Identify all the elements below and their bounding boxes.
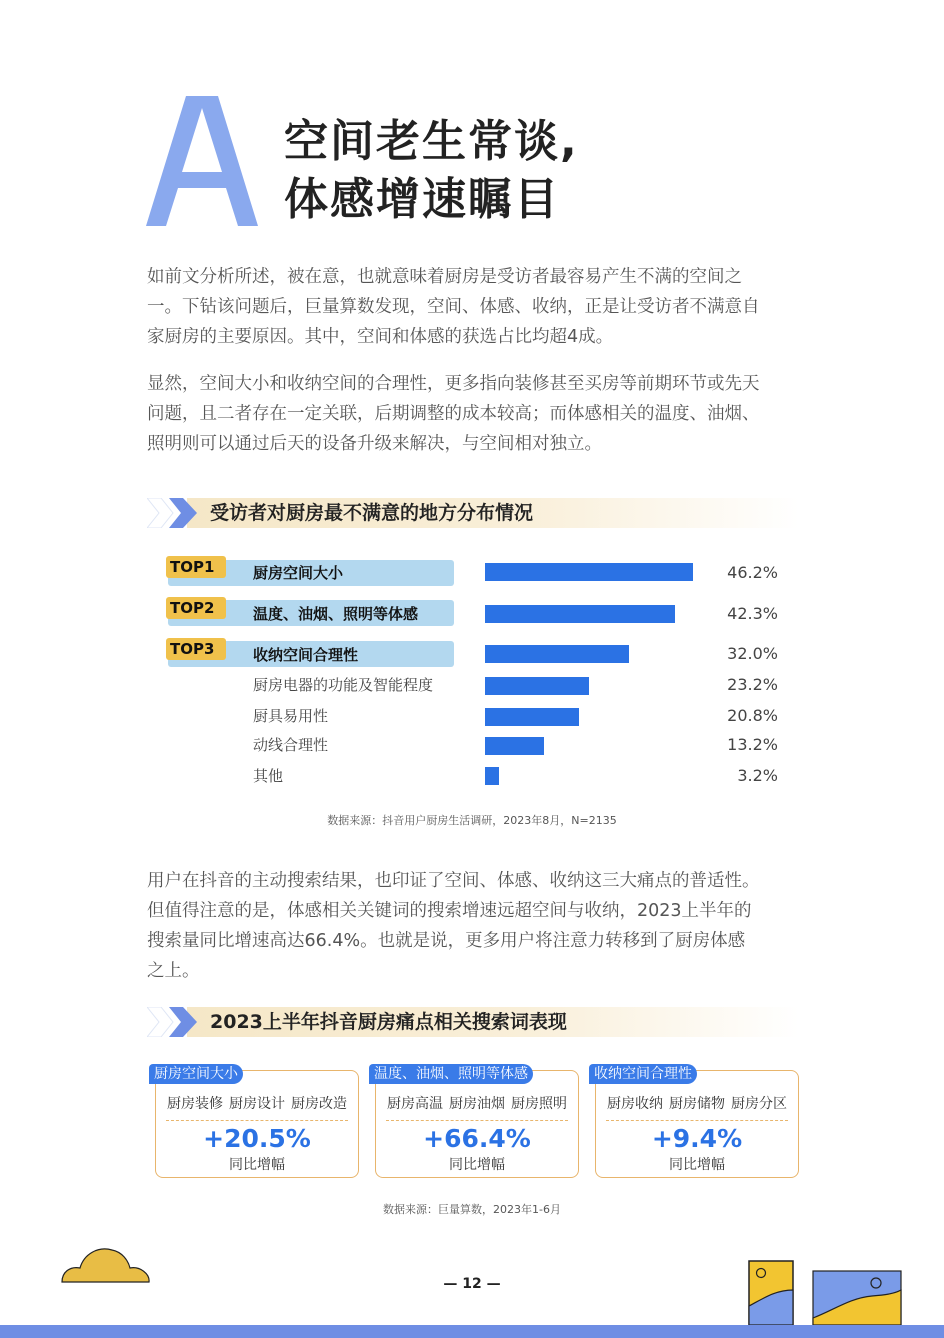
bar-mark: [485, 708, 579, 726]
dashed-divider: [386, 1120, 568, 1121]
keyword-list: [596, 1093, 798, 1113]
growth-caption: 同比增幅: [669, 1157, 725, 1173]
keyword: 厨房收纳: [607, 1096, 663, 1112]
value-label: 13.2%: [727, 735, 778, 754]
keyword-list: [156, 1093, 358, 1113]
chart-source: 数据来源：抖音用户厨房生活调研，2023年8月，N=2135: [327, 814, 617, 827]
keyword: 厨房储物: [669, 1096, 725, 1112]
growth-caption: 同比增幅: [449, 1157, 505, 1173]
chevron-arrows-icon: [147, 498, 207, 528]
category-label: 厨具易用性: [253, 707, 329, 725]
card-tag: 收纳空间合理性: [589, 1064, 697, 1084]
search-banner: [147, 1007, 799, 1037]
paragraph-line: 如前文分析所述，被在意，也就意味着厨房是受访者最容易产生不满的空间之: [147, 267, 742, 287]
title-line-2: 体感增速瞩目: [284, 174, 560, 225]
search-section-title: 2023上半年抖音厨房痛点相关搜索词表现: [210, 1011, 567, 1033]
keyword: 厨房装修: [167, 1096, 223, 1112]
category-label: 厨房电器的功能及智能程度: [253, 676, 434, 694]
growth-value: +20.5%: [203, 1124, 311, 1153]
keyword: 厨房改造: [291, 1096, 347, 1112]
bar-mark: [485, 645, 629, 663]
category-label: 收纳空间合理性: [253, 646, 359, 664]
paragraph-line: 用户在抖音的主动搜索结果，也印证了空间、体感、收纳这三大痛点的普适性。: [147, 871, 760, 891]
chevron-arrows-icon: [147, 1007, 207, 1037]
keyword: 厨房高温: [387, 1096, 443, 1112]
top1-badge: TOP1: [166, 556, 226, 578]
card-tag: 厨房空间大小: [149, 1064, 243, 1084]
section-letter-a: [146, 96, 258, 228]
category-label: 其他: [253, 767, 284, 785]
title-line-1: 空间老生常谈,: [284, 116, 579, 167]
growth-value: +66.4%: [423, 1124, 531, 1153]
bottom-color-strip: [0, 1325, 944, 1338]
landscape-frame-illustration: [812, 1270, 902, 1326]
value-label: 42.3%: [727, 604, 778, 623]
keyword-list: [376, 1093, 578, 1113]
sun-frame-illustration: [748, 1260, 796, 1326]
bar-mark: [485, 605, 675, 623]
value-label: 46.2%: [727, 563, 778, 582]
paragraph-line: 之上。: [147, 961, 200, 981]
keyword: 厨房设计: [229, 1096, 285, 1112]
paragraph-line: 但值得注意的是，体感相关关键词的搜索增速远超空间与收纳，2023上半年的: [147, 901, 752, 921]
bar-mark: [485, 677, 589, 695]
paragraph-line: 显然，空间大小和收纳空间的合理性，更多指向装修甚至买房等前期环节或先天: [147, 374, 760, 394]
value-label: 32.0%: [727, 644, 778, 663]
search-card-comfort: [375, 1070, 579, 1178]
growth-caption: 同比增幅: [229, 1157, 285, 1173]
bar-mark: [485, 767, 499, 785]
dashed-divider: [606, 1120, 788, 1121]
analysis-paragraph: [147, 369, 799, 459]
growth-value: +9.4%: [651, 1124, 743, 1153]
chart-title: 受访者对厨房最不满意的地方分布情况: [210, 502, 534, 524]
keyword: 厨房照明: [511, 1096, 567, 1112]
paragraph-line: 搜索量同比增速高达66.4%。也就是说，更多用户将注意力转移到了厨房体感: [147, 931, 746, 951]
paragraph-line: 问题，且二者存在一定关联，后期调整的成本较高；而体感相关的温度、油烟、: [147, 404, 760, 424]
search-paragraph: [147, 866, 799, 986]
chart-banner: [147, 498, 799, 528]
search-card-space: [155, 1070, 359, 1178]
value-label: 20.8%: [727, 706, 778, 725]
bar-mark: [485, 563, 693, 581]
dashed-divider: [166, 1120, 348, 1121]
category-label: 厨房空间大小: [253, 564, 344, 582]
top2-badge: TOP2: [166, 597, 226, 619]
page-number: — 12 —: [443, 1276, 501, 1292]
category-label: 温度、油烟、照明等体感: [253, 605, 419, 623]
paragraph-line: 家厨房的主要原因。其中，空间和体感的获选占比均超4成。: [147, 327, 614, 347]
value-label: 3.2%: [737, 766, 778, 785]
category-label: 动线合理性: [253, 736, 329, 754]
keyword: 厨房油烟: [449, 1096, 505, 1112]
card-tag: 温度、油烟、照明等体感: [369, 1064, 533, 1084]
intro-paragraph: [147, 262, 799, 352]
paragraph-line: 一。下钻该问题后，巨量算数发现，空间、体感、收纳，正是让受访者不满意自: [147, 297, 760, 317]
bar-mark: [485, 737, 544, 755]
top3-badge: TOP3: [166, 638, 226, 660]
paragraph-line: 照明则可以通过后天的设备升级来解决，与空间相对独立。: [147, 434, 602, 454]
value-label: 23.2%: [727, 675, 778, 694]
section-letter-text: A: [146, 96, 147, 97]
keyword: 厨房分区: [731, 1096, 787, 1112]
search-card-storage: [595, 1070, 799, 1178]
search-source: 数据来源：巨量算数，2023年1-6月: [383, 1203, 561, 1216]
